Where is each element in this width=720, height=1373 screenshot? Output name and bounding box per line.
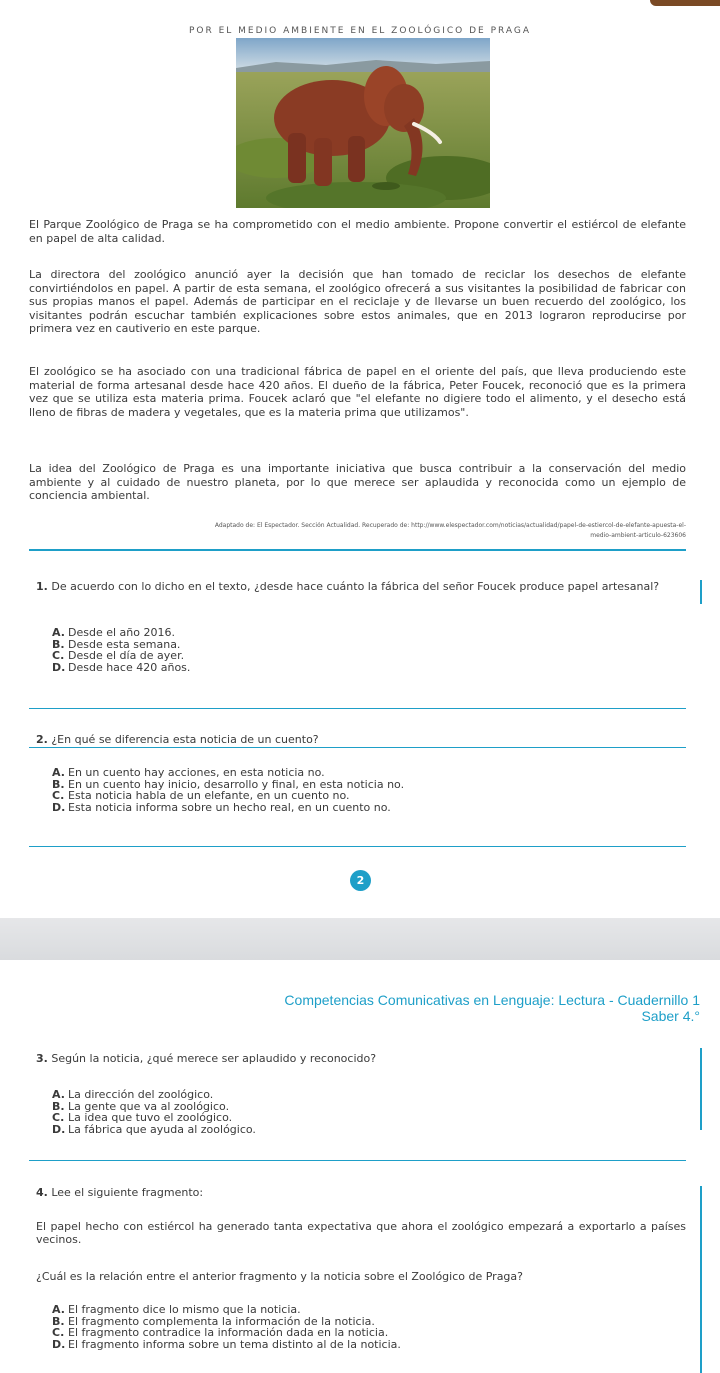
option-text: Desde el día de ayer. [68,649,185,663]
divider [29,708,686,709]
divider [29,846,686,847]
elephant-photo [236,38,490,208]
corner-tab [650,0,720,6]
page-gap [0,918,720,960]
question-3-bar [700,1048,702,1130]
question-3-stem [36,1052,686,1065]
option-letter: A. [52,1303,65,1316]
option-text: Esta noticia informa sobre un hecho real, en un cuento no. [68,801,391,815]
option-letter: C. [52,1111,65,1125]
option-text: La dirección del zoológico. [68,1088,214,1101]
option-text: Desde el año 2016. [68,626,175,639]
option-letter: C. [52,649,65,663]
booklet-header [180,992,700,1024]
divider [29,549,686,551]
q3-option-d[interactable] [52,1124,682,1136]
option-letter: D. [52,661,66,675]
option-letter: B. [52,1314,65,1328]
divider [29,1160,686,1161]
question-1-stem [36,580,686,593]
divider [29,747,686,748]
question-3-number: 3. [36,1052,48,1065]
question-3-text: Según la noticia, ¿qué merece ser aplaudido y reconocido? [51,1052,377,1065]
worksheet-page-2 [0,960,720,1373]
option-text: En un cuento hay acciones, en esta noticia no. [68,766,325,779]
option-text: El fragmento dice lo mismo que la noticia. [68,1303,301,1316]
article-paragraph-4: La idea del Zoológico de Praga es una importante iniciativa que busca contribuir a la conservación del medio ambiente y al cuidado de nuestro planeta, por lo que merece ser aplaudida y reconocida como un ejemplo de conciencia ambiental. [29,462,686,503]
option-text: En un cuento hay inicio, desarrollo y final, en esta noticia no. [68,777,405,791]
booklet-title: Competencias Comunicativas en Lenguaje: Lectura - Cuadernillo 1 [284,992,700,1008]
question-4-fragment: El papel hecho con estiércol ha generado tanta expectativa que ahora el zoológico empezará a exportarlo a países vecinos. [36,1220,686,1246]
option-text: La gente que va al zoológico. [68,1099,230,1113]
question-4-stem [36,1186,686,1199]
option-text: La idea que tuvo el zoológico. [68,1111,233,1125]
question-2-options [52,767,682,814]
article-paragraph-1: El Parque Zoológico de Praga se ha comprometido con el medio ambiente. Propone convertir el estiércol de elefante en papel de alta calidad. [29,218,686,245]
question-4-number: 4. [36,1186,48,1199]
article-paragraph-2: La directora del zoológico anunció ayer la decisión que han tomado de reciclar los desechos de elefante convirtiéndolos en papel. A partir de esta semana, el zoológico ofrecerá a sus visitantes la posibilidad de fabricar con sus propias manos el papel. Además de participar en el reciclaje y de llevarse un buen recuerdo del zoológico, los visitantes podrán escuchar también explicaciones sobre estos animales, que en 2013 lograron reproducirse por primera vez en cautiverio en este parque. [29,268,686,336]
option-letter: B. [52,1099,65,1113]
option-letter: A. [52,1088,65,1101]
q1-option-d[interactable] [52,662,682,674]
option-letter: C. [52,1326,65,1340]
question-4-bar [700,1186,702,1373]
booklet-grade: Saber 4.° [641,1008,700,1024]
option-letter: B. [52,777,65,791]
option-letter: D. [52,1123,66,1137]
option-text: El fragmento complementa la información de la noticia. [68,1314,375,1328]
question-3-options [52,1089,682,1136]
question-1-text: De acuerdo con lo dicho en el texto, ¿desde hace cuánto la fábrica del señor Foucek produce papel artesanal? [51,580,660,593]
article-paragraph-3: El zoológico se ha asociado con una tradicional fábrica de papel en el oriente del país, que lleva produciendo este material de forma artesanal desde hace 420 años. El dueño de la fábrica, Peter Foucek, reconoció que es la primera vez que se utiliza esta materia prima. Foucek aclaró que "el elefante no digiere todo el alimento, y el desecho está lleno de fibras de madera y vegetales, que es la materia prima que utilizamos". [29,365,686,419]
option-letter: A. [52,626,65,639]
option-letter: B. [52,637,65,651]
option-text: Desde esta semana. [68,637,181,651]
option-text: El fragmento contradice la información dada en la noticia. [68,1326,389,1340]
question-1-bar [700,580,702,604]
option-letter: D. [52,1338,66,1352]
option-text: Esta noticia habla de un elefante, en un cuento no. [68,789,350,803]
q4-option-d[interactable] [52,1339,682,1351]
question-2-text: ¿En qué se diferencia esta noticia de un cuento? [51,733,319,746]
option-text: Desde hace 420 años. [68,661,191,675]
question-1-number: 1. [36,580,48,593]
option-text: La fábrica que ayuda al zoológico. [68,1123,256,1137]
question-4-options [52,1304,682,1351]
question-2-stem [36,733,686,746]
source-credit: Adaptado de: El Espectador. Sección Actualidad. Recuperado de: http://www.elespectador.com/noticias/actualidad/papel-de-estiercol-de-elefante-apuesta-el-medio-ambient-articulo-623606 [214,522,686,539]
option-letter: A. [52,766,65,779]
option-letter: D. [52,801,66,815]
question-1-options [52,627,682,674]
page-number-badge: 2 [350,870,371,891]
option-text: El fragmento informa sobre un tema distinto al de la noticia. [68,1338,401,1352]
q2-option-d[interactable] [52,802,682,814]
elephant-image-icon [236,38,490,208]
question-2-number: 2. [36,733,48,746]
question-4-text: Lee el siguiente fragmento: [51,1186,204,1199]
question-4-question: ¿Cuál es la relación entre el anterior fragmento y la noticia sobre el Zoológico de Praga? [36,1270,523,1283]
option-letter: C. [52,789,65,803]
article-title: POR EL MEDIO AMBIENTE EN EL ZOOLÓGICO DE PRAGA [188,26,532,33]
